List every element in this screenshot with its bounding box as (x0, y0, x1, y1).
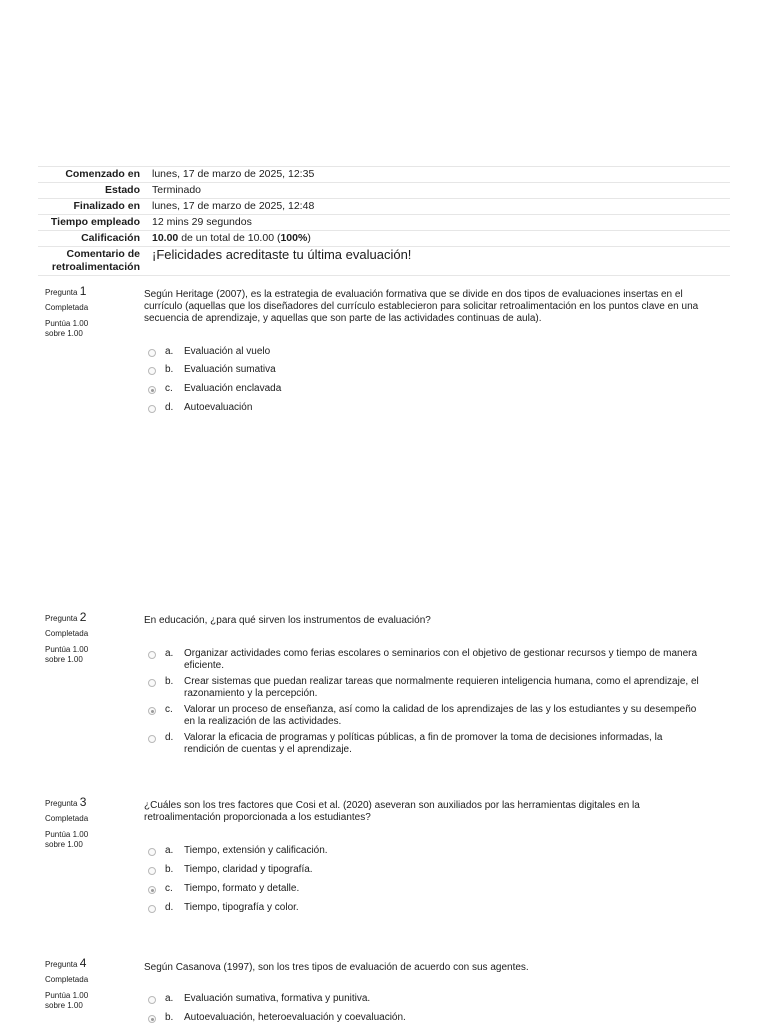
question-grade (45, 830, 130, 850)
grade-percent: 100% (280, 232, 308, 244)
summary-value: Terminado (148, 183, 730, 199)
option-text: Organizar actividades como ferias escolares o seminarios con el objetivo de gestionar recursos y tiempo de manera eficiente. (184, 648, 698, 671)
radio-button[interactable] (148, 1015, 156, 1023)
question-prefix: Pregunta (45, 799, 80, 808)
radio-button[interactable] (148, 679, 156, 687)
question-number (45, 286, 130, 298)
option-text: Tiempo, tipografía y color. (184, 902, 299, 913)
radio-button[interactable] (148, 349, 156, 357)
question-info (45, 797, 130, 850)
grade-line: sobre 1.00 (45, 840, 83, 849)
grade-line: Puntúa 1.00 (45, 991, 89, 1000)
question-number-value: 4 (79, 956, 87, 970)
question-info (45, 958, 130, 1011)
option-letter: c. (165, 383, 173, 394)
option-text: Evaluación sumativa, formativa y punitiva. (184, 993, 371, 1004)
feedback-text: ¡Felicidades acreditaste tu última evaluación! (148, 247, 730, 276)
summary-row-started (38, 167, 730, 183)
grade-line: Puntúa 1.00 (45, 645, 89, 654)
question-number (45, 797, 130, 809)
summary-row-state (38, 183, 730, 199)
question-state: Completada (45, 629, 89, 638)
option-letter: a. (165, 845, 174, 856)
summary-value: lunes, 17 de marzo de 2025, 12:48 (148, 199, 730, 215)
grade-line: sobre 1.00 (45, 655, 83, 664)
grade-line: sobre 1.00 (45, 1001, 83, 1010)
attempt-summary-table (38, 166, 730, 276)
summary-row-finished (38, 199, 730, 215)
question-grade (45, 991, 130, 1011)
summary-label: Finalizado en (38, 199, 148, 215)
question-number (45, 612, 130, 624)
question-text: ¿Cuáles son los tres factores que Cosi et al. (2020) aseveran son auxiliados por las herramientas digitales en la retroalimentación proporcionada a los estudiantes? (144, 800, 640, 823)
grade-close: ) (307, 232, 311, 244)
question-prefix: Pregunta (45, 614, 80, 623)
radio-button[interactable] (148, 867, 156, 875)
question-grade (45, 645, 130, 665)
summary-value: 12 mins 29 segundos (148, 215, 730, 231)
question-info (45, 612, 130, 665)
radio-button[interactable] (148, 905, 156, 913)
summary-label: Comenzado en (38, 167, 148, 183)
option-letter: a. (165, 648, 174, 659)
option-letter: b. (165, 364, 174, 375)
radio-button[interactable] (148, 735, 156, 743)
option-text: Autoevaluación, heteroevaluación y coevaluación. (184, 1012, 406, 1023)
question-grade (45, 319, 130, 339)
option-letter: c. (165, 704, 173, 715)
option-text: Tiempo, formato y detalle. (184, 883, 300, 894)
question-text: En educación, ¿para qué sirven los instrumentos de evaluación? (144, 615, 431, 626)
option-letter: b. (165, 864, 174, 875)
radio-button[interactable] (148, 386, 156, 394)
summary-label: Comentario de retroalimentación (38, 247, 148, 276)
option-letter: d. (165, 732, 174, 743)
question-number-value: 1 (79, 284, 87, 298)
option-text: Evaluación enclavada (184, 383, 282, 394)
option-text: Evaluación sumativa (184, 364, 276, 375)
option-letter: d. (165, 402, 174, 413)
radio-button[interactable] (148, 367, 156, 375)
summary-label: Calificación (38, 231, 148, 247)
radio-button[interactable] (148, 707, 156, 715)
option-text: Autoevaluación (184, 402, 253, 413)
question-state: Completada (45, 814, 89, 823)
radio-button[interactable] (148, 886, 156, 894)
option-text: Tiempo, extensión y calificación. (184, 845, 328, 856)
option-letter: b. (165, 676, 174, 687)
option-letter: a. (165, 346, 174, 357)
option-letter: d. (165, 902, 174, 913)
question-number (45, 958, 130, 970)
radio-button[interactable] (148, 848, 156, 856)
question-info (45, 286, 130, 339)
option-text: Evaluación al vuelo (184, 346, 271, 357)
question-prefix: Pregunta (45, 960, 80, 969)
grade-line: sobre 1.00 (45, 329, 83, 338)
option-text: Crear sistemas que puedan realizar tareas que normalmente requieren inteligencia humana, como el aprendizaje, el razonamiento y la percepción. (184, 676, 699, 699)
grade-middle: de un total de 10.00 ( (178, 232, 281, 244)
option-text: Valorar un proceso de enseñanza, así como la calidad de los aprendizajes de las y los estudiantes y su desempeño en la realización de las actividades. (184, 704, 697, 727)
summary-value: lunes, 17 de marzo de 2025, 12:35 (148, 167, 730, 183)
grade-line: Puntúa 1.00 (45, 319, 89, 328)
summary-row-grade (38, 231, 730, 247)
grade-value (148, 231, 730, 247)
summary-label: Tiempo empleado (38, 215, 148, 231)
option-text: Tiempo, claridad y tipografía. (184, 864, 313, 875)
summary-row-time-taken (38, 215, 730, 231)
question-text: Según Heritage (2007), es la estrategia de evaluación formativa que se divide en dos tipos de evaluaciones insertas en el currículo (aquellas que los diseñadores del currículo establecieron para solicitar retroalimentación en los puntos clave en una secuencia de aprendizaje, y aquellas que son parte de las actividades continuas de aula). (144, 289, 699, 324)
summary-label: Estado (38, 183, 148, 199)
question-text: Según Casanova (1997), son los tres tipos de evaluación de acuerdo con sus agentes. (144, 962, 529, 973)
summary-row-feedback (38, 247, 730, 276)
grade-line: Puntúa 1.00 (45, 830, 89, 839)
radio-button[interactable] (148, 651, 156, 659)
radio-button[interactable] (148, 996, 156, 1004)
question-state: Completada (45, 975, 89, 984)
question-number-value: 2 (79, 610, 87, 624)
option-letter: c. (165, 883, 173, 894)
radio-button[interactable] (148, 405, 156, 413)
question-state: Completada (45, 303, 89, 312)
grade-score: 10.00 (152, 232, 179, 244)
option-letter: b. (165, 1012, 174, 1023)
question-prefix: Pregunta (45, 288, 80, 297)
question-number-value: 3 (79, 795, 87, 809)
option-text: Valorar la eficacia de programas y políticas públicas, a fin de promover la toma de decisiones informadas, la rendición de cuentas y el aprendizaje. (184, 732, 663, 755)
option-letter: a. (165, 993, 174, 1004)
